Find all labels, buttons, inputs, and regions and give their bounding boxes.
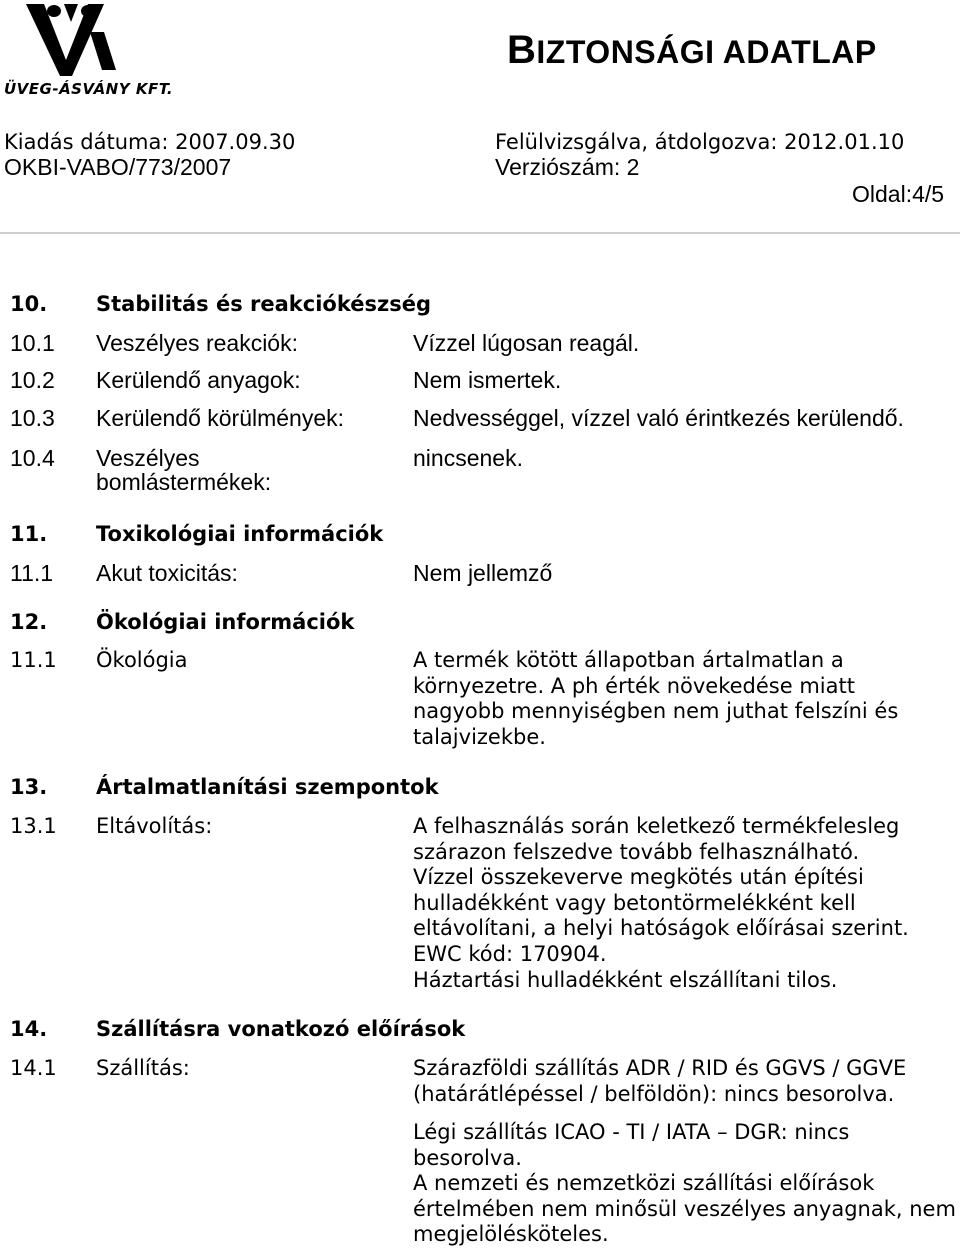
text-line: A termék kötött állapotban ártalmatlan a: [413, 648, 844, 672]
text-line: nagyobb mennyiségben nem juthat felszíni és: [413, 699, 899, 724]
item-12-1-text: [413, 648, 958, 750]
text-line: A nemzeti és nemzetközi szállítási előírások: [413, 1171, 875, 1196]
text-line: értelmében nem minősül veszélyes anyagnak, nem: [413, 1196, 956, 1221]
section-10-number: 10.: [10, 292, 48, 316]
item-10-4-value: nincsenek.: [413, 445, 523, 471]
item-13-1-label: Eltávolítás:: [96, 814, 213, 838]
item-14-1-number: 14.1: [10, 1056, 57, 1080]
company-name: ÜVEG-ÁSVÁNY KFT.: [4, 80, 174, 98]
text-line: A felhasználás során keletkező termékfelesleg: [413, 814, 900, 838]
item-12-1-number: 11.1: [10, 648, 57, 672]
section-10-title: Stabilitás és reakciókészség: [96, 292, 431, 316]
item-10-4-label-line2: bomlástermékek:: [96, 469, 272, 495]
item-10-4-number: 10.4: [10, 445, 55, 471]
section-12-number: 12.: [10, 610, 48, 634]
item-14-1-text-b: [413, 1120, 958, 1248]
text-line: hulladékként vagy betontörmelékként kell: [413, 890, 856, 915]
text-line: (határátlépéssel / belföldön): nincs besorolva.: [413, 1081, 895, 1106]
item-10-3-number: 10.3: [10, 405, 55, 431]
section-11-number: 11.: [10, 522, 48, 546]
item-10-1-number: 10.1: [10, 330, 55, 356]
item-14-1-label: Szállítás:: [96, 1056, 190, 1080]
item-11-1-number: 11.1: [10, 560, 54, 586]
section-14-number: 14.: [10, 1017, 48, 1041]
text-line: besorolva.: [413, 1145, 522, 1170]
text-line: Háztartási hulladékként elszállítani tilos.: [413, 967, 838, 992]
text-line: Légi szállítás ICAO - TI / IATA – DGR: nincs: [413, 1120, 850, 1144]
text-line: Vízzel összekeverve megkötés után építési: [413, 865, 864, 890]
item-10-1-value: Vízzel lúgosan reagál.: [413, 330, 640, 356]
header-divider: [0, 232, 960, 234]
text-line: környezetre. A ph érték növekedése miatt: [413, 673, 855, 698]
item-10-3-label: Kerülendő körülmények:: [96, 405, 345, 431]
text-line: megjelölésköteles.: [413, 1222, 609, 1247]
section-14-title: Szállításra vonatkozó előírások: [96, 1017, 466, 1041]
item-10-4-label-line1: Veszélyes: [96, 445, 200, 471]
item-13-1-text: [413, 814, 958, 993]
section-12-title: Ökológiai információk: [96, 610, 355, 634]
item-10-2-label: Kerülendő anyagok:: [96, 367, 301, 393]
item-14-1-text-a: [413, 1056, 958, 1107]
item-10-2-value: Nem ismertek.: [413, 367, 562, 393]
text-line: szárazon felszedve tovább felhasználható.: [413, 839, 860, 864]
document-title: [507, 28, 877, 73]
section-11-title: Toxikológiai információk: [96, 522, 384, 546]
version-number: Verziószám: 2: [495, 154, 640, 180]
issue-date: Kiadás dátuma: 2007.09.30: [4, 130, 296, 154]
text-line: talajvizekbe.: [413, 724, 546, 749]
item-12-1-label: Ökológia: [96, 648, 188, 672]
revision-date: Felülvizsgálva, átdolgozva: 2012.01.10: [495, 130, 905, 154]
section-13-number: 13.: [10, 775, 48, 799]
logo-mark-icon: [4, 2, 154, 82]
item-10-3-value: Nedvességgel, vízzel való érintkezés kerülendő.: [413, 405, 904, 431]
section-13-title: Ártalmatlanítási szempontok: [96, 775, 439, 799]
item-11-1-value: Nem jellemző: [413, 560, 553, 586]
text-line: eltávolítani, a helyi hatóságok előírásai szerint.: [413, 916, 909, 941]
item-11-1-label: Akut toxicitás:: [96, 560, 238, 586]
reference-number: OKBI-VABO/773/2007: [4, 154, 232, 180]
text-line: EWC kód: 170904.: [413, 941, 607, 966]
page-number: Oldal:4/5: [852, 181, 945, 207]
item-10-1-label: Veszélyes reakciók:: [96, 330, 298, 356]
item-13-1-number: 13.1: [10, 814, 57, 838]
text-line: Szárazföldi szállítás ADR / RID és GGVS / GGVE: [413, 1056, 907, 1080]
title-rest: IZTONSÁGI ADATLAP: [536, 34, 877, 70]
item-10-2-number: 10.2: [10, 367, 55, 393]
title-initial: B: [507, 28, 537, 72]
